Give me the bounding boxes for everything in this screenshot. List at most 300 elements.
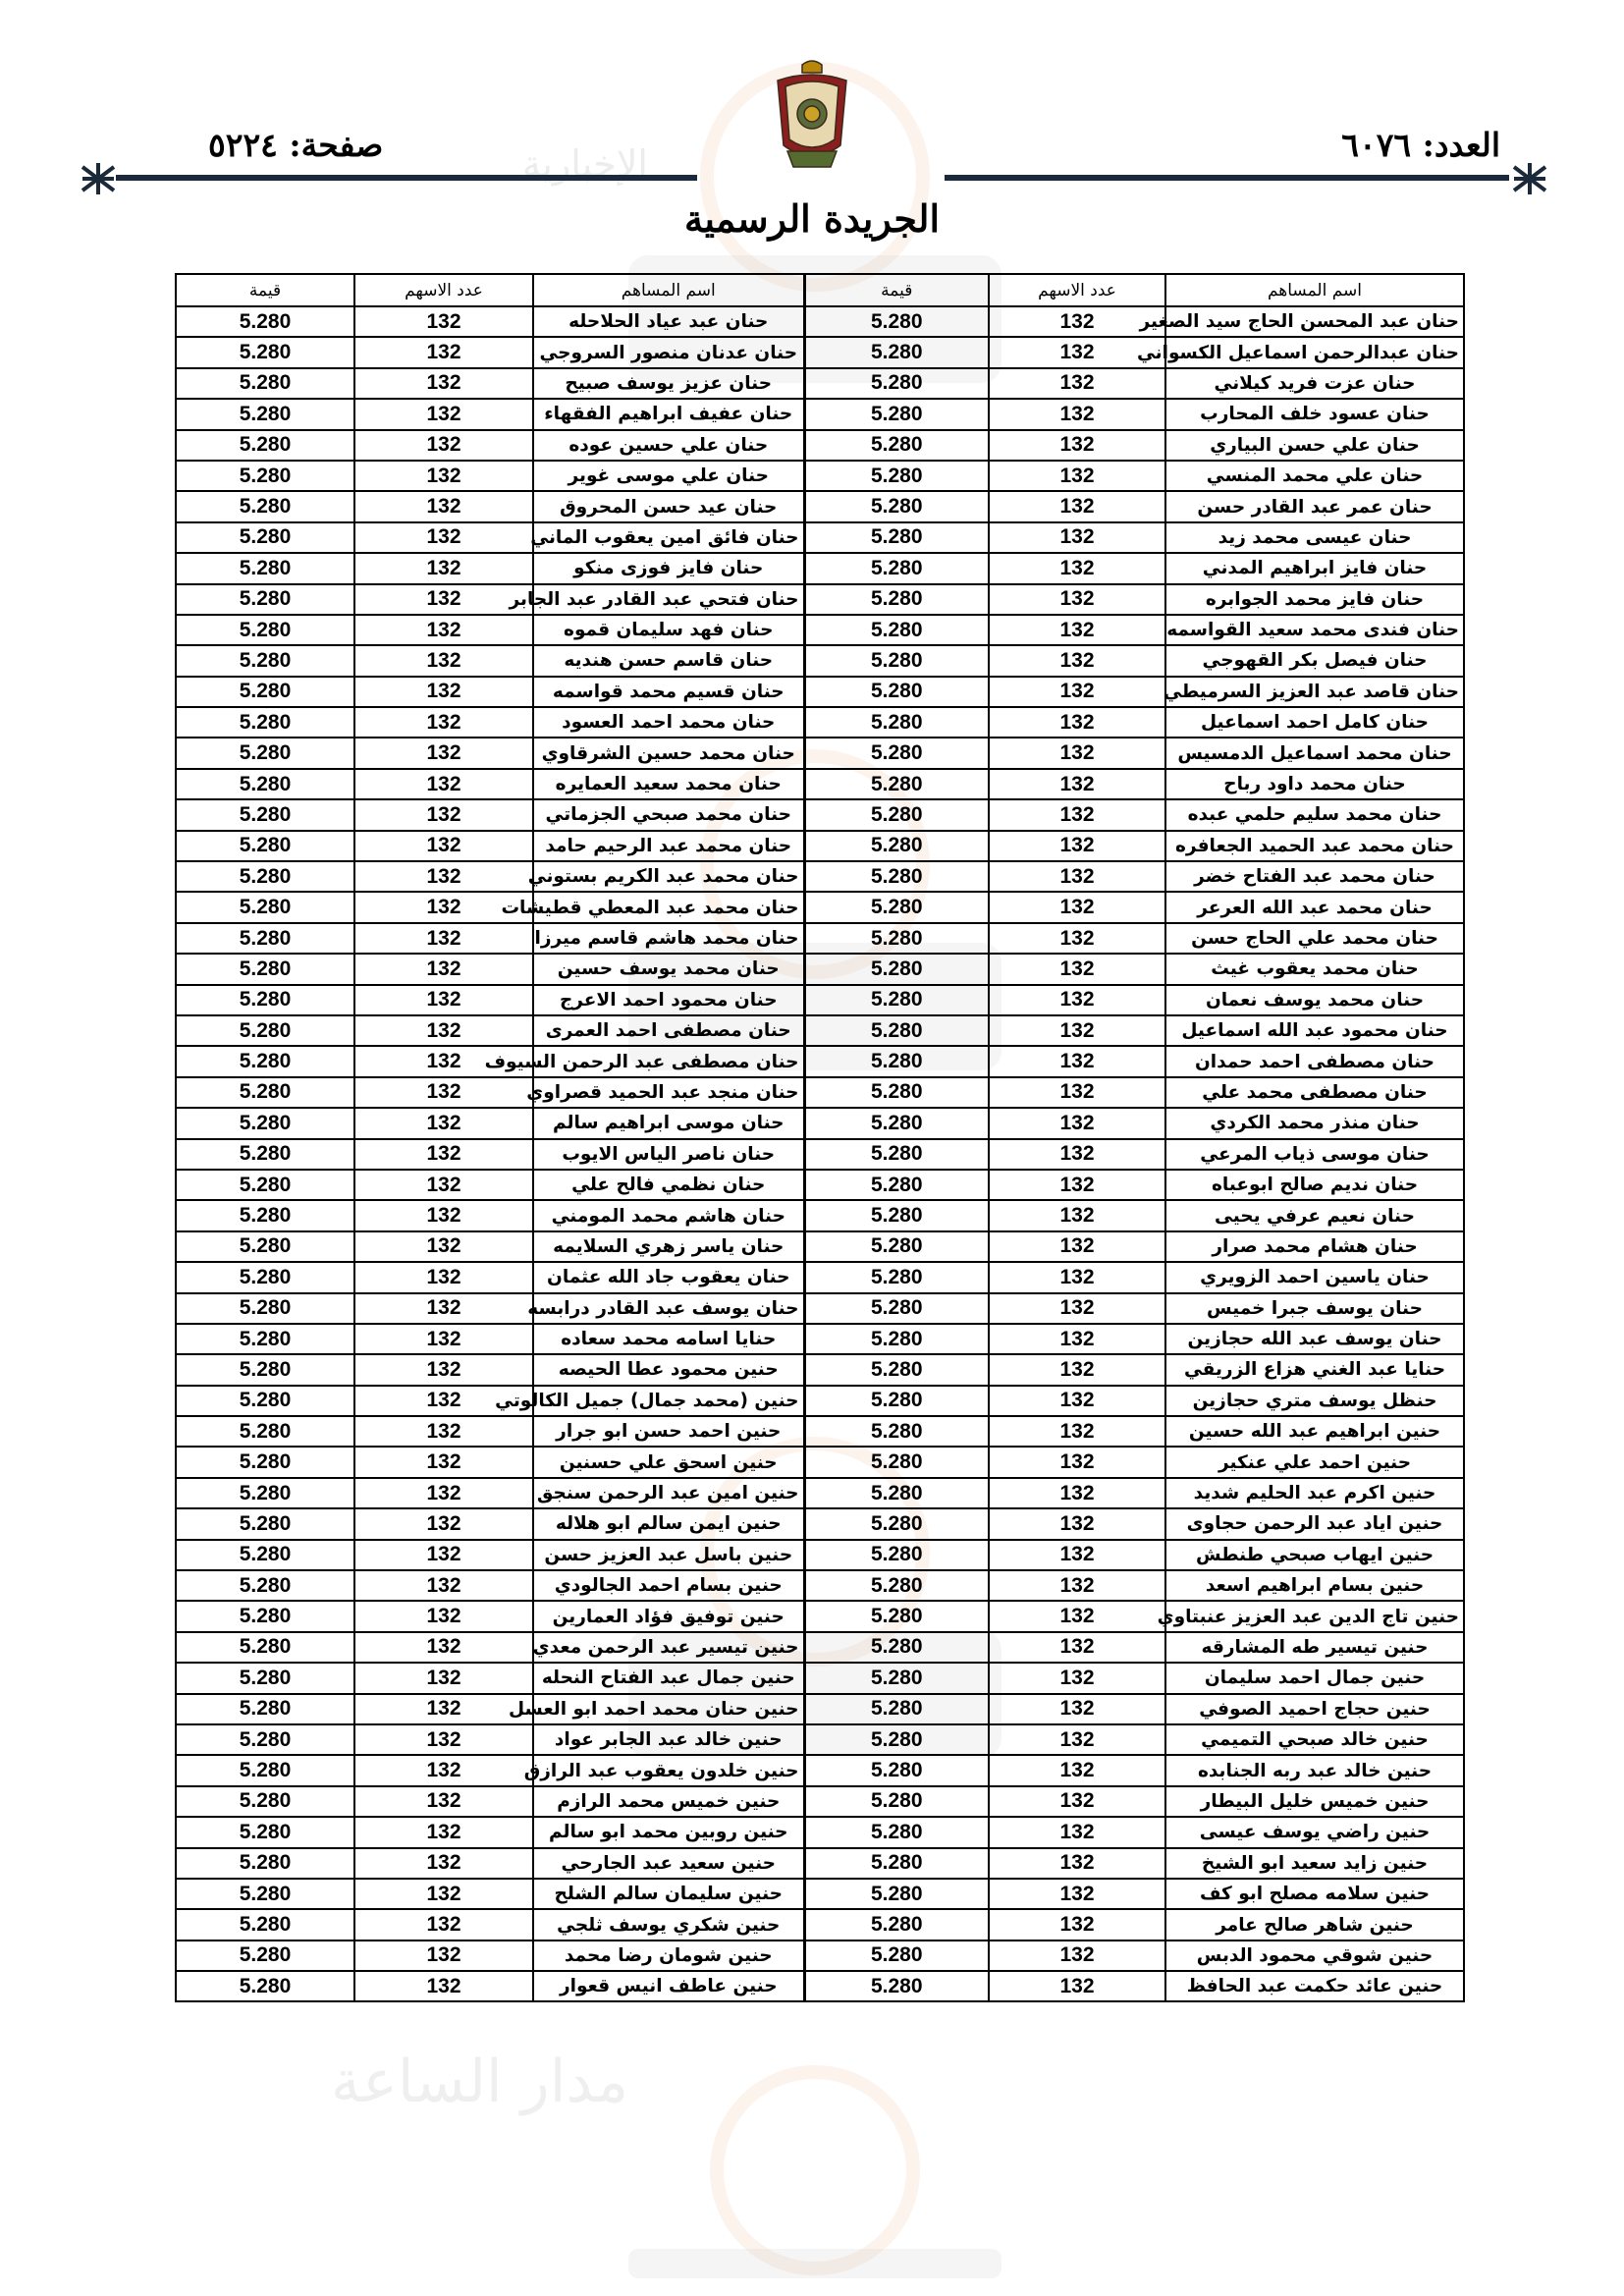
- share-value-cell: 5.280: [804, 1416, 989, 1447]
- shareholder-name-cell: حنان مصطفى عبد الرحمن السيوف: [533, 1046, 804, 1076]
- share-value-cell: 5.280: [176, 615, 354, 645]
- shareholder-name-cell: حنايا اسامه محمد سعاده: [533, 1324, 804, 1354]
- shareholder-name-cell: حنين عائد حكمت عبد الحافظ: [1165, 1971, 1464, 2001]
- table-row: [176, 1601, 1464, 1631]
- shareholder-name-cell: حنين تاج الدين عبد العزيز عنبتاوي: [1165, 1601, 1464, 1631]
- shares-count-cell: 132: [354, 1354, 533, 1385]
- shareholder-name-cell: حنين بسام احمد الجالودي: [533, 1570, 804, 1601]
- shareholder-name-cell: حنين شوقي محمود الدبس: [1165, 1941, 1464, 1971]
- shares-count-cell: 132: [354, 461, 533, 491]
- shares-count-cell: 132: [354, 368, 533, 399]
- share-value-cell: 5.280: [804, 954, 989, 984]
- shares-count-cell: 132: [354, 1231, 533, 1262]
- shares-count-cell: 132: [354, 831, 533, 861]
- share-value-cell: 5.280: [176, 1354, 354, 1385]
- table-row: [176, 337, 1464, 367]
- shares-count-cell: 132: [989, 1478, 1165, 1508]
- share-value-cell: 5.280: [804, 985, 989, 1015]
- share-value-cell: 5.280: [804, 553, 989, 583]
- shareholder-name-cell: حنان فتحي عبد القادر عبد الجابر: [533, 584, 804, 615]
- table-row: [176, 1755, 1464, 1785]
- header-rule-right: [945, 175, 1509, 181]
- share-value-cell: 5.280: [804, 368, 989, 399]
- shareholder-name-cell: حنان علي محمد المنسي: [1165, 461, 1464, 491]
- table-row: [176, 1909, 1464, 1940]
- share-value-cell: 5.280: [176, 553, 354, 583]
- share-value-cell: 5.280: [804, 337, 989, 367]
- shares-count-cell: 132: [354, 738, 533, 768]
- shareholder-name-cell: حنان فايز فوزى منكو: [533, 553, 804, 583]
- page-header: [0, 0, 1624, 265]
- shareholder-name-cell: حنين عاطف انيس قعوار: [533, 1971, 804, 2001]
- shareholder-name-cell: حنين خالد صبحي التميمي: [1165, 1724, 1464, 1755]
- share-value-cell: 5.280: [804, 1046, 989, 1076]
- shares-count-cell: 132: [354, 1540, 533, 1570]
- header-rule-left: [116, 175, 697, 181]
- share-value-cell: 5.280: [176, 1447, 354, 1477]
- share-value-cell: 5.280: [804, 1508, 989, 1539]
- share-value-cell: 5.280: [176, 1724, 354, 1755]
- shareholder-name-cell: حنين سعيد عبد الجارحي: [533, 1848, 804, 1879]
- shareholder-name-cell: حنان قاصد عبد العزيز السرميطي: [1165, 677, 1464, 707]
- share-value-cell: 5.280: [804, 861, 989, 892]
- shareholder-name-cell: حنين سليمان سالم الشلح: [533, 1879, 804, 1909]
- shareholder-name-cell: حنان منجد عبد الحميد قصراوي: [533, 1077, 804, 1108]
- shareholder-name-cell: حنان عزيز يوسف صبيح: [533, 368, 804, 399]
- table-row: [176, 645, 1464, 676]
- share-value-cell: 5.280: [176, 1632, 354, 1663]
- share-value-cell: 5.280: [804, 1231, 989, 1262]
- share-value-cell: 5.280: [804, 1200, 989, 1230]
- table-row: [176, 985, 1464, 1015]
- shareholder-name-cell: حنان فايز ابراهيم المدني: [1165, 553, 1464, 583]
- shareholder-name-cell: حنان محمد احمد العسود: [533, 707, 804, 738]
- shareholder-name-cell: حنان عمر عبد القادر حسن: [1165, 491, 1464, 521]
- column-header: عدد الاسهم: [354, 274, 533, 306]
- table-row: [176, 1817, 1464, 1847]
- shares-count-cell: 132: [989, 1354, 1165, 1385]
- table-row: [176, 769, 1464, 799]
- shareholder-name-cell: حنين محمود عطا الحيصه: [533, 1354, 804, 1385]
- shares-count-cell: 132: [989, 1786, 1165, 1817]
- shares-count-cell: 132: [989, 1848, 1165, 1879]
- shareholder-name-cell: حنان علي حسن البياري: [1165, 430, 1464, 461]
- shareholder-name-cell: حنين خالد عبد الجابر عواد: [533, 1724, 804, 1755]
- shareholder-name-cell: حنان عبد المحسن الحاج سيد الصغير: [1165, 306, 1464, 337]
- shares-count-cell: 132: [989, 1077, 1165, 1108]
- column-header: قيمة: [176, 274, 354, 306]
- table-row: [176, 1724, 1464, 1755]
- share-value-cell: 5.280: [176, 1570, 354, 1601]
- shares-count-cell: 132: [354, 1817, 533, 1847]
- table-row: [176, 615, 1464, 645]
- share-value-cell: 5.280: [804, 1324, 989, 1354]
- shareholder-name-cell: حنين اكرم عبد الحليم شديد: [1165, 1478, 1464, 1508]
- shares-count-cell: 132: [989, 1663, 1165, 1693]
- shares-count-cell: 132: [989, 1046, 1165, 1076]
- shareholder-name-cell: حنين شاهر صالح عامر: [1165, 1909, 1464, 1940]
- share-value-cell: 5.280: [804, 1108, 989, 1138]
- table-row: [176, 1508, 1464, 1539]
- column-header: عدد الاسهم: [989, 274, 1165, 306]
- table-row: [176, 306, 1464, 337]
- share-value-cell: 5.280: [804, 1478, 989, 1508]
- shares-count-cell: 132: [354, 584, 533, 615]
- shareholder-name-cell: حنين تيسير عبد الرحمن معدي: [533, 1632, 804, 1663]
- shareholder-name-cell: حنان مصطفى محمد علي: [1165, 1077, 1464, 1108]
- table-row: [176, 491, 1464, 521]
- shares-count-cell: 132: [989, 985, 1165, 1015]
- shareholder-name-cell: حنان محمود احمد الاعرج: [533, 985, 804, 1015]
- column-header: اسم المساهم: [1165, 274, 1464, 306]
- shares-count-cell: 132: [989, 923, 1165, 954]
- shareholder-name-cell: حنان موسى ابراهيم سالم: [533, 1108, 804, 1138]
- shareholder-name-cell: حنان محمد داود رباح: [1165, 769, 1464, 799]
- shareholder-name-cell: حنان محمد حسين الشرقاوي: [533, 738, 804, 768]
- shares-count-cell: 132: [354, 1200, 533, 1230]
- table-row: [176, 954, 1464, 984]
- share-value-cell: 5.280: [176, 1170, 354, 1200]
- column-header: اسم المساهم: [533, 274, 804, 306]
- shares-count-cell: 132: [989, 1601, 1165, 1631]
- shareholder-name-cell: حنان محمد صبحي الجزماتي: [533, 799, 804, 830]
- share-value-cell: 5.280: [176, 677, 354, 707]
- share-value-cell: 5.280: [804, 1540, 989, 1570]
- shares-count-cell: 132: [989, 1386, 1165, 1416]
- shareholder-name-cell: حنان كامل احمد اسماعيل: [1165, 707, 1464, 738]
- shareholder-name-cell: حنين خميس محمد الرازم: [533, 1786, 804, 1817]
- share-value-cell: 5.280: [804, 1386, 989, 1416]
- share-value-cell: 5.280: [804, 399, 989, 429]
- share-value-cell: 5.280: [804, 1724, 989, 1755]
- table-row: [176, 1941, 1464, 1971]
- share-value-cell: 5.280: [176, 861, 354, 892]
- shares-count-cell: 132: [354, 861, 533, 892]
- table-row: [176, 1293, 1464, 1324]
- issue-number: العدد: ٦٠٧٦: [1341, 126, 1500, 164]
- share-value-cell: 5.280: [804, 1817, 989, 1847]
- shareholder-name-cell: حنان ياسين احمد الزويري: [1165, 1262, 1464, 1292]
- table-row: [176, 1663, 1464, 1693]
- share-value-cell: 5.280: [176, 337, 354, 367]
- share-value-cell: 5.280: [804, 1015, 989, 1046]
- shareholder-name-cell: حنان عبد عياد الحلاحله: [533, 306, 804, 337]
- share-value-cell: 5.280: [804, 831, 989, 861]
- shareholder-name-cell: حنين جمال احمد سليمان: [1165, 1663, 1464, 1693]
- shareholder-name-cell: حنان عبدالرحمن اسماعيل الكسواني: [1165, 337, 1464, 367]
- share-value-cell: 5.280: [804, 1170, 989, 1200]
- share-value-cell: 5.280: [804, 1941, 989, 1971]
- shareholder-name-cell: حنان محمد اسماعيل الدمسيس: [1165, 738, 1464, 768]
- page-title: الجريدة الرسمية: [683, 196, 941, 241]
- share-value-cell: 5.280: [804, 1293, 989, 1324]
- shares-count-cell: 132: [354, 1694, 533, 1724]
- share-value-cell: 5.280: [176, 1508, 354, 1539]
- shares-count-cell: 132: [354, 1570, 533, 1601]
- share-value-cell: 5.280: [804, 923, 989, 954]
- shares-count-cell: 132: [354, 615, 533, 645]
- shares-count-cell: 132: [989, 1724, 1165, 1755]
- shares-count-cell: 132: [354, 954, 533, 984]
- share-value-cell: 5.280: [804, 430, 989, 461]
- share-value-cell: 5.280: [176, 831, 354, 861]
- share-value-cell: 5.280: [176, 1262, 354, 1292]
- shares-count-cell: 132: [989, 337, 1165, 367]
- shareholder-name-cell: حنان فايز محمد الجوابره: [1165, 584, 1464, 615]
- shares-count-cell: 132: [354, 985, 533, 1015]
- shares-count-cell: 132: [989, 1971, 1165, 2001]
- shareholder-name-cell: حنان محمد يعقوب غيث: [1165, 954, 1464, 984]
- shares-count-cell: 132: [989, 1540, 1165, 1570]
- shares-count-cell: 132: [989, 1293, 1165, 1324]
- shareholder-name-cell: حنان علي حسين عوده: [533, 430, 804, 461]
- table-row: [176, 461, 1464, 491]
- share-value-cell: 5.280: [176, 1200, 354, 1230]
- share-value-cell: 5.280: [176, 1416, 354, 1447]
- share-value-cell: 5.280: [176, 1324, 354, 1354]
- share-value-cell: 5.280: [804, 1755, 989, 1785]
- shares-count-cell: 132: [989, 1909, 1165, 1940]
- knot-ornament-icon: [1510, 159, 1549, 198]
- share-value-cell: 5.280: [176, 1386, 354, 1416]
- share-value-cell: 5.280: [176, 1786, 354, 1817]
- knot-ornament-icon: [79, 159, 118, 198]
- shares-count-cell: 132: [989, 1941, 1165, 1971]
- table-row: [176, 1540, 1464, 1570]
- table-row: [176, 1077, 1464, 1108]
- shareholder-name-cell: حنان عدنان منصور السروجي: [533, 337, 804, 367]
- shareholder-name-cell: حنان ناصر الياس الايوب: [533, 1139, 804, 1170]
- watermark-brand-small: الإخبارية: [521, 142, 648, 186]
- table-row: [176, 399, 1464, 429]
- share-value-cell: 5.280: [176, 399, 354, 429]
- share-value-cell: 5.280: [804, 1694, 989, 1724]
- shareholder-name-cell: حنان هشام محمد صرار: [1165, 1231, 1464, 1262]
- share-value-cell: 5.280: [804, 707, 989, 738]
- shares-count-cell: 132: [354, 430, 533, 461]
- table-row: [176, 1262, 1464, 1292]
- shareholder-name-cell: حنان فائق امين يعقوب الماني: [533, 522, 804, 553]
- shares-count-cell: 132: [989, 1570, 1165, 1601]
- share-value-cell: 5.280: [176, 1941, 354, 1971]
- shareholder-name-cell: حنين اياد عبد الرحمن حجاوى: [1165, 1508, 1464, 1539]
- shares-count-cell: 132: [354, 1046, 533, 1076]
- shares-count-cell: 132: [989, 399, 1165, 429]
- table-row: [176, 892, 1464, 922]
- shareholder-name-cell: حنان يوسف عبد القادر درابسه: [533, 1293, 804, 1324]
- table-row: [176, 430, 1464, 461]
- shares-count-cell: 132: [354, 1478, 533, 1508]
- shareholder-name-cell: حنان فهد سليمان قموه: [533, 615, 804, 645]
- shares-count-cell: 132: [989, 892, 1165, 922]
- share-value-cell: 5.280: [804, 677, 989, 707]
- table-row: [176, 738, 1464, 768]
- share-value-cell: 5.280: [176, 954, 354, 984]
- shareholder-name-cell: حنان فيصل بكر القهوجي: [1165, 645, 1464, 676]
- shares-count-cell: 132: [989, 491, 1165, 521]
- shares-count-cell: 132: [354, 677, 533, 707]
- table-row: [176, 584, 1464, 615]
- shareholder-name-cell: حنين ابراهيم عبد الله حسين: [1165, 1416, 1464, 1447]
- shareholder-name-cell: حنين سلامه مصلح ابو كف: [1165, 1879, 1464, 1909]
- shares-count-cell: 132: [354, 923, 533, 954]
- table-row: [176, 368, 1464, 399]
- shares-count-cell: 132: [989, 584, 1165, 615]
- shareholder-name-cell: حنين امين عبد الرحمن سنجق: [533, 1478, 804, 1508]
- shareholder-name-cell: حنايا عبد الغني هزاع الزريقي: [1165, 1354, 1464, 1385]
- shares-count-cell: 132: [354, 1941, 533, 1971]
- shares-count-cell: 132: [354, 1447, 533, 1477]
- share-value-cell: 5.280: [176, 306, 354, 337]
- share-value-cell: 5.280: [804, 1077, 989, 1108]
- share-value-cell: 5.280: [804, 1447, 989, 1477]
- share-value-cell: 5.280: [176, 1231, 354, 1262]
- table-row: [176, 677, 1464, 707]
- share-value-cell: 5.280: [176, 1694, 354, 1724]
- share-value-cell: 5.280: [804, 1848, 989, 1879]
- shares-count-cell: 132: [989, 1015, 1165, 1046]
- share-value-cell: 5.280: [804, 1909, 989, 1940]
- share-value-cell: 5.280: [176, 1817, 354, 1847]
- share-value-cell: 5.280: [804, 306, 989, 337]
- table-row: [176, 522, 1464, 553]
- shareholder-name-cell: حنان قاسم حسن هنديه: [533, 645, 804, 676]
- shares-count-cell: 132: [354, 553, 533, 583]
- table-row: [176, 1786, 1464, 1817]
- table-row: [176, 923, 1464, 954]
- table-row: [176, 1478, 1464, 1508]
- shares-count-cell: 132: [989, 1262, 1165, 1292]
- shares-count-cell: 132: [989, 306, 1165, 337]
- shareholder-name-cell: حنين احمد علي عنكير: [1165, 1447, 1464, 1477]
- shares-count-cell: 132: [354, 1848, 533, 1879]
- table-row: [176, 1046, 1464, 1076]
- table-row: [176, 1570, 1464, 1601]
- shareholder-name-cell: حنين راضي يوسف عيسى: [1165, 1817, 1464, 1847]
- shareholder-name-cell: حنين حنان محمد احمد ابو العسل: [533, 1694, 804, 1724]
- shares-count-cell: 132: [354, 522, 533, 553]
- share-value-cell: 5.280: [176, 769, 354, 799]
- share-value-cell: 5.280: [176, 738, 354, 768]
- share-value-cell: 5.280: [176, 430, 354, 461]
- share-value-cell: 5.280: [176, 1540, 354, 1570]
- share-value-cell: 5.280: [804, 1879, 989, 1909]
- share-value-cell: 5.280: [176, 1293, 354, 1324]
- shares-count-cell: 132: [354, 1786, 533, 1817]
- share-value-cell: 5.280: [804, 1139, 989, 1170]
- shares-count-cell: 132: [354, 1170, 533, 1200]
- page-number: صفحة: ٥٢٢٤: [208, 126, 384, 164]
- table-row: [176, 1971, 1464, 2001]
- shareholder-name-cell: حنظل يوسف متري حجازين: [1165, 1386, 1464, 1416]
- share-value-cell: 5.280: [804, 1663, 989, 1693]
- shareholder-name-cell: حنان يوسف جبرا خميس: [1165, 1293, 1464, 1324]
- shareholders-table: [175, 273, 1465, 2002]
- shareholder-name-cell: حنين حجاج احميد الصوفي: [1165, 1694, 1464, 1724]
- share-value-cell: 5.280: [176, 892, 354, 922]
- share-value-cell: 5.280: [804, 1601, 989, 1631]
- share-value-cell: 5.280: [176, 522, 354, 553]
- shares-count-cell: 132: [989, 645, 1165, 676]
- shares-count-cell: 132: [989, 368, 1165, 399]
- share-value-cell: 5.280: [804, 645, 989, 676]
- share-value-cell: 5.280: [176, 645, 354, 676]
- shares-count-cell: 132: [354, 491, 533, 521]
- shareholder-name-cell: حنان عيد حسن المحروق: [533, 491, 804, 521]
- share-value-cell: 5.280: [804, 491, 989, 521]
- table-row: [176, 1848, 1464, 1879]
- shares-count-cell: 132: [354, 769, 533, 799]
- shareholder-name-cell: حنان موسى ذياب المرعي: [1165, 1139, 1464, 1170]
- shareholder-name-cell: حنان يعقوب جاد الله عثمان: [533, 1262, 804, 1292]
- shares-count-cell: 132: [354, 1416, 533, 1447]
- table-row: [176, 1139, 1464, 1170]
- table-row: [176, 831, 1464, 861]
- share-value-cell: 5.280: [176, 1663, 354, 1693]
- share-value-cell: 5.280: [804, 584, 989, 615]
- shares-count-cell: 132: [989, 1447, 1165, 1477]
- shares-count-cell: 132: [989, 1231, 1165, 1262]
- table-row: [176, 553, 1464, 583]
- shareholder-name-cell: حنان هاشم محمد المومني: [533, 1200, 804, 1230]
- table-row: [176, 1354, 1464, 1385]
- shares-count-cell: 132: [354, 1663, 533, 1693]
- shares-count-cell: 132: [989, 522, 1165, 553]
- share-value-cell: 5.280: [804, 1262, 989, 1292]
- shares-count-cell: 132: [989, 1108, 1165, 1138]
- share-value-cell: 5.280: [176, 1139, 354, 1170]
- shares-count-cell: 132: [989, 831, 1165, 861]
- shares-count-cell: 132: [989, 1200, 1165, 1230]
- emblem-icon: [768, 57, 856, 173]
- share-value-cell: 5.280: [804, 522, 989, 553]
- share-value-cell: 5.280: [176, 1601, 354, 1631]
- share-value-cell: 5.280: [804, 769, 989, 799]
- shares-count-cell: 132: [989, 1170, 1165, 1200]
- shares-count-cell: 132: [989, 1324, 1165, 1354]
- shares-count-cell: 132: [354, 1015, 533, 1046]
- table-row: [176, 861, 1464, 892]
- shares-count-cell: 132: [354, 707, 533, 738]
- shareholder-name-cell: حنان نظمي فالح علي: [533, 1170, 804, 1200]
- shares-count-cell: 132: [354, 1971, 533, 2001]
- shareholder-name-cell: حنان يوسف عبد الله حجازين: [1165, 1324, 1464, 1354]
- shares-count-cell: 132: [354, 1386, 533, 1416]
- shareholder-name-cell: حنين خالد عبد ربه الجنابده: [1165, 1755, 1464, 1785]
- table-row: [176, 1447, 1464, 1477]
- share-value-cell: 5.280: [176, 707, 354, 738]
- table-row: [176, 707, 1464, 738]
- share-value-cell: 5.280: [176, 1909, 354, 1940]
- shares-count-cell: 132: [354, 1508, 533, 1539]
- shares-count-cell: 132: [354, 1755, 533, 1785]
- shareholder-name-cell: حنين شومان رضا محمد: [533, 1941, 804, 1971]
- shares-count-cell: 132: [989, 861, 1165, 892]
- shares-count-cell: 132: [989, 707, 1165, 738]
- shares-count-cell: 132: [354, 1909, 533, 1940]
- table-row: [176, 1632, 1464, 1663]
- table-row: [176, 1200, 1464, 1230]
- table-row: [176, 1015, 1464, 1046]
- shareholder-name-cell: حنان محمد يوسف حسين: [533, 954, 804, 984]
- share-value-cell: 5.280: [176, 1755, 354, 1785]
- share-value-cell: 5.280: [176, 1046, 354, 1076]
- share-value-cell: 5.280: [804, 461, 989, 491]
- table-row: [176, 1416, 1464, 1447]
- shares-count-cell: 132: [989, 769, 1165, 799]
- shareholder-name-cell: حنان نعيم عرفي يحيى: [1165, 1200, 1464, 1230]
- shares-count-cell: 132: [989, 615, 1165, 645]
